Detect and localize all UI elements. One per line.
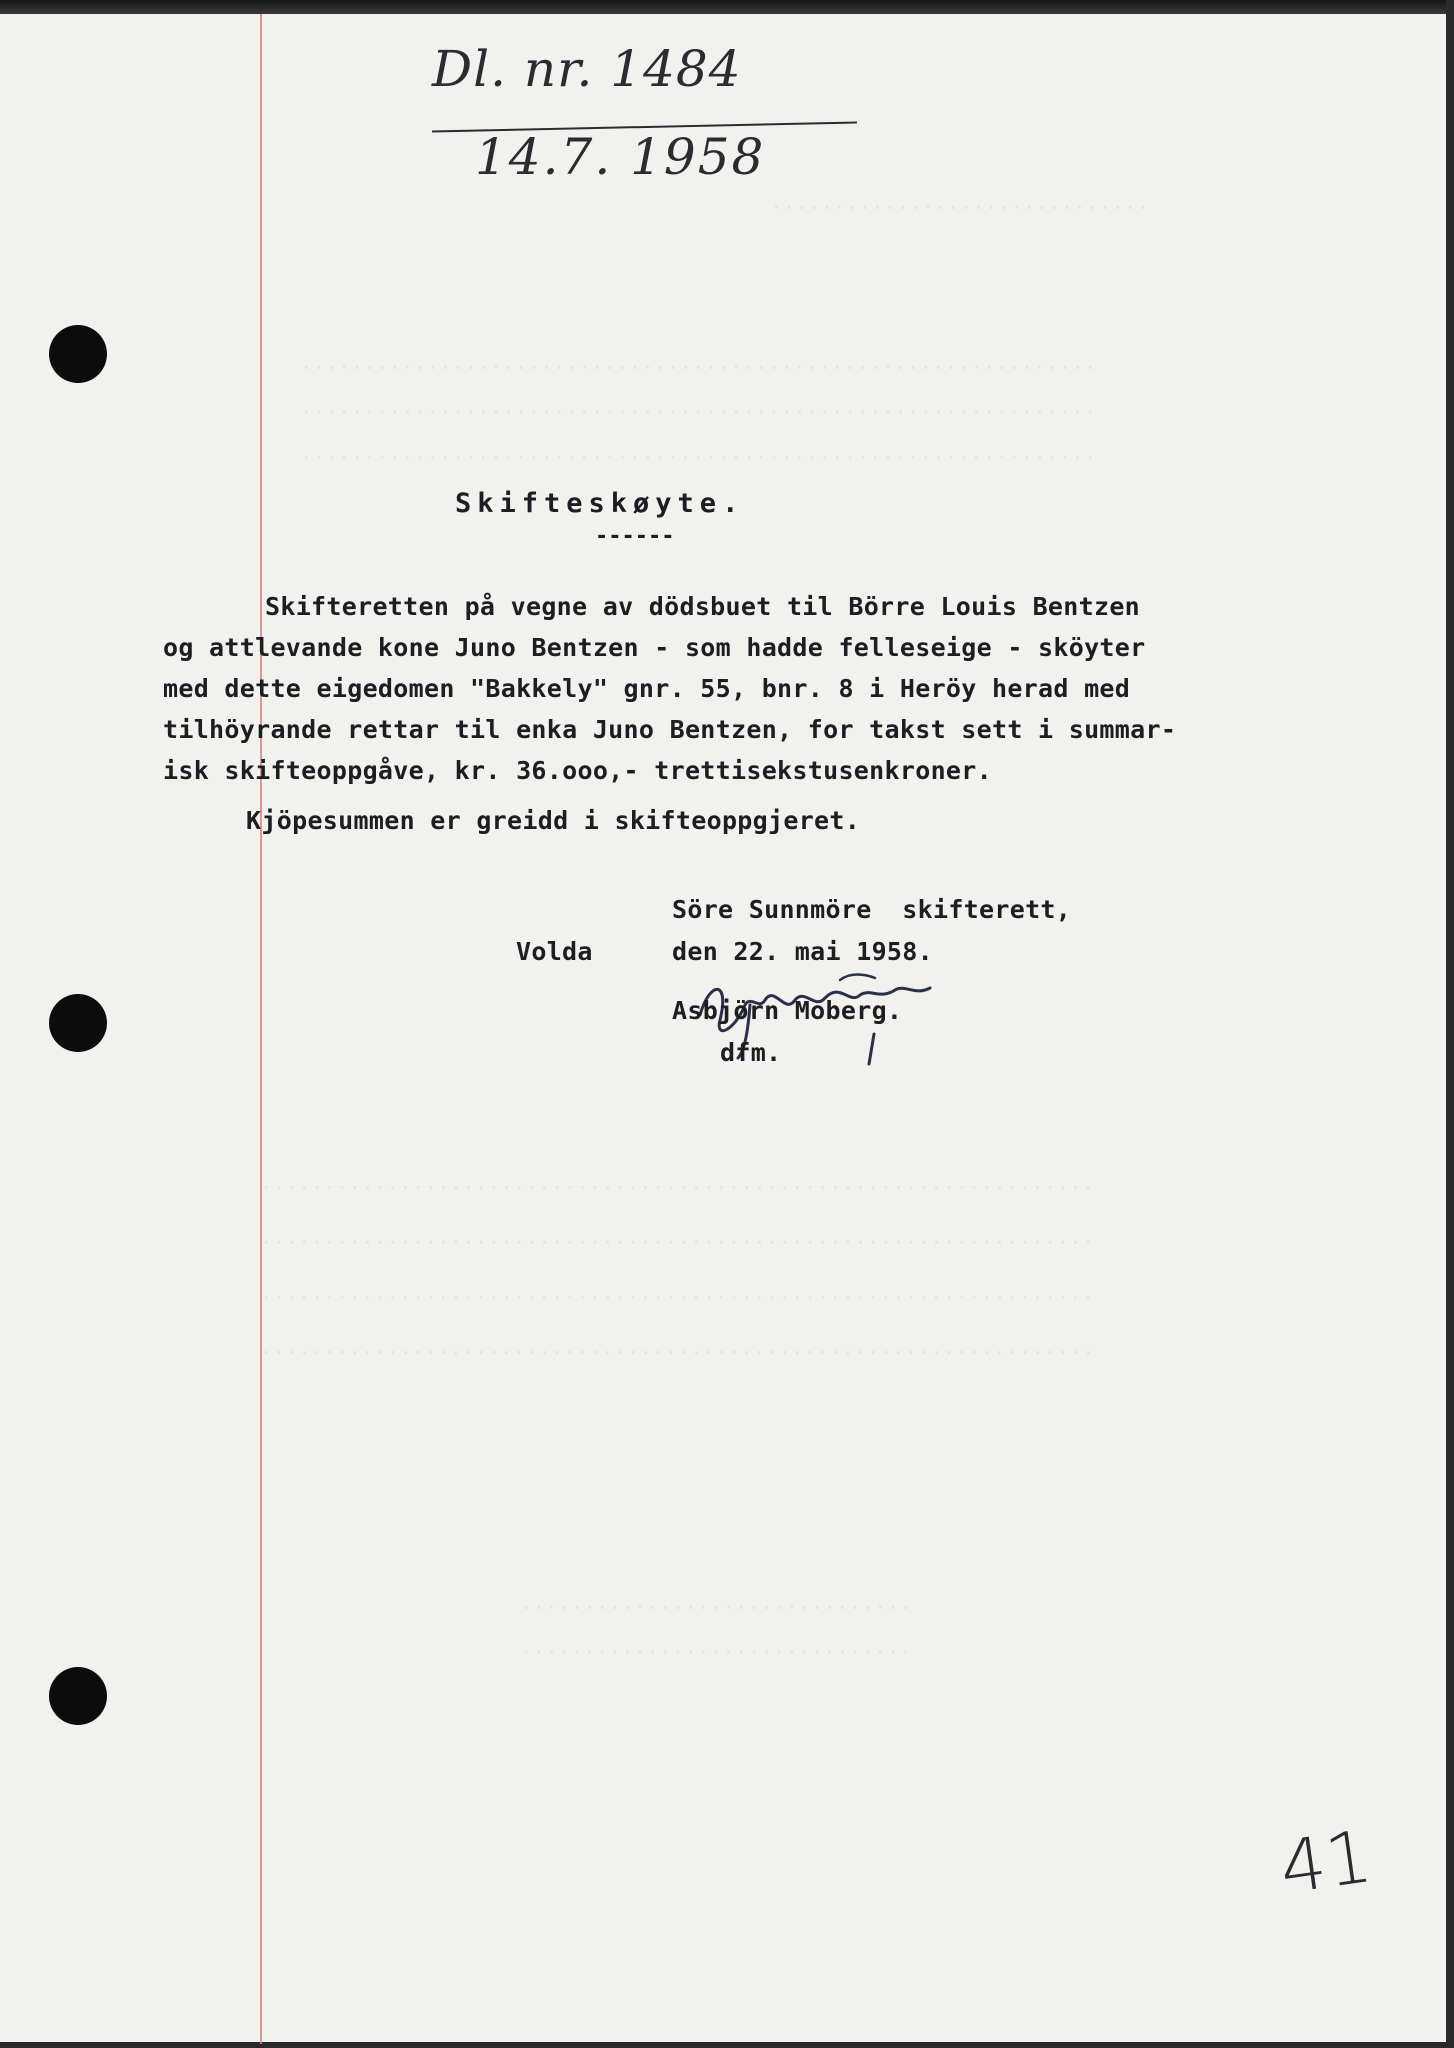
- bleed-through-texture: ...............................................................: [300, 395, 1097, 419]
- body-line: Skifteretten på vegne av dödsbuet til Börre Louis Bentzen: [265, 592, 1141, 621]
- doc-number: Dl. nr. 1484: [432, 40, 742, 98]
- scan-bottom-edge: [0, 2042, 1454, 2048]
- bleed-through-texture: ..............................: [770, 190, 1150, 214]
- margin-line: [260, 14, 262, 2044]
- bleed-through-texture: ..................................................................: [260, 1335, 1095, 1359]
- scan-right-edge: [1446, 0, 1454, 2048]
- bleed-through-texture: ...............................: [520, 1635, 912, 1659]
- body-line: med dette eigedomen "Bakkely" gnr. 55, bnr. 8 i Heröy herad med: [163, 674, 1131, 703]
- punch-hole: [49, 1667, 107, 1725]
- punch-hole: [49, 325, 107, 383]
- scan-top-edge: [0, 0, 1454, 14]
- bleed-through-texture: ..................................................................: [260, 1225, 1095, 1249]
- bleed-through-texture: ...............................: [520, 1590, 912, 1614]
- signature-tick: [862, 1030, 882, 1070]
- page-number: 41: [1274, 1814, 1378, 1910]
- bleed-through-texture: ..................................................................: [260, 1170, 1095, 1194]
- signing-date: den 22. mai 1958.: [672, 937, 933, 966]
- body-line: Kjöpesummen er greidd i skifteoppgjeret.: [200, 806, 861, 835]
- court-name: Söre Sunnmöre skifterett,: [672, 895, 1072, 924]
- bleed-through-texture: ...............................................................: [300, 440, 1097, 464]
- bleed-through-texture: ...............................................................: [300, 350, 1097, 374]
- body-line: isk skifteoppgåve, kr. 36.ooo,- trettisekstusenkroner.: [163, 756, 992, 785]
- body-line: og attlevande kone Juno Bentzen - som hadde felleseige - sköyter: [163, 633, 1146, 662]
- signer-title: dfm.: [720, 1038, 782, 1067]
- document-title: Skifteskøyte.: [455, 488, 745, 519]
- body-line: tilhöyrande rettar til enka Juno Bentzen, for takst sett i summar-: [163, 715, 1177, 744]
- place: Volda: [516, 937, 593, 966]
- signer-name: Asbjörn Moberg.: [672, 996, 903, 1025]
- bleed-through-texture: ..................................................................: [260, 1280, 1095, 1304]
- punch-hole: [49, 994, 107, 1052]
- title-underline: ------: [595, 524, 675, 549]
- doc-date: 14.7. 1958: [475, 128, 766, 186]
